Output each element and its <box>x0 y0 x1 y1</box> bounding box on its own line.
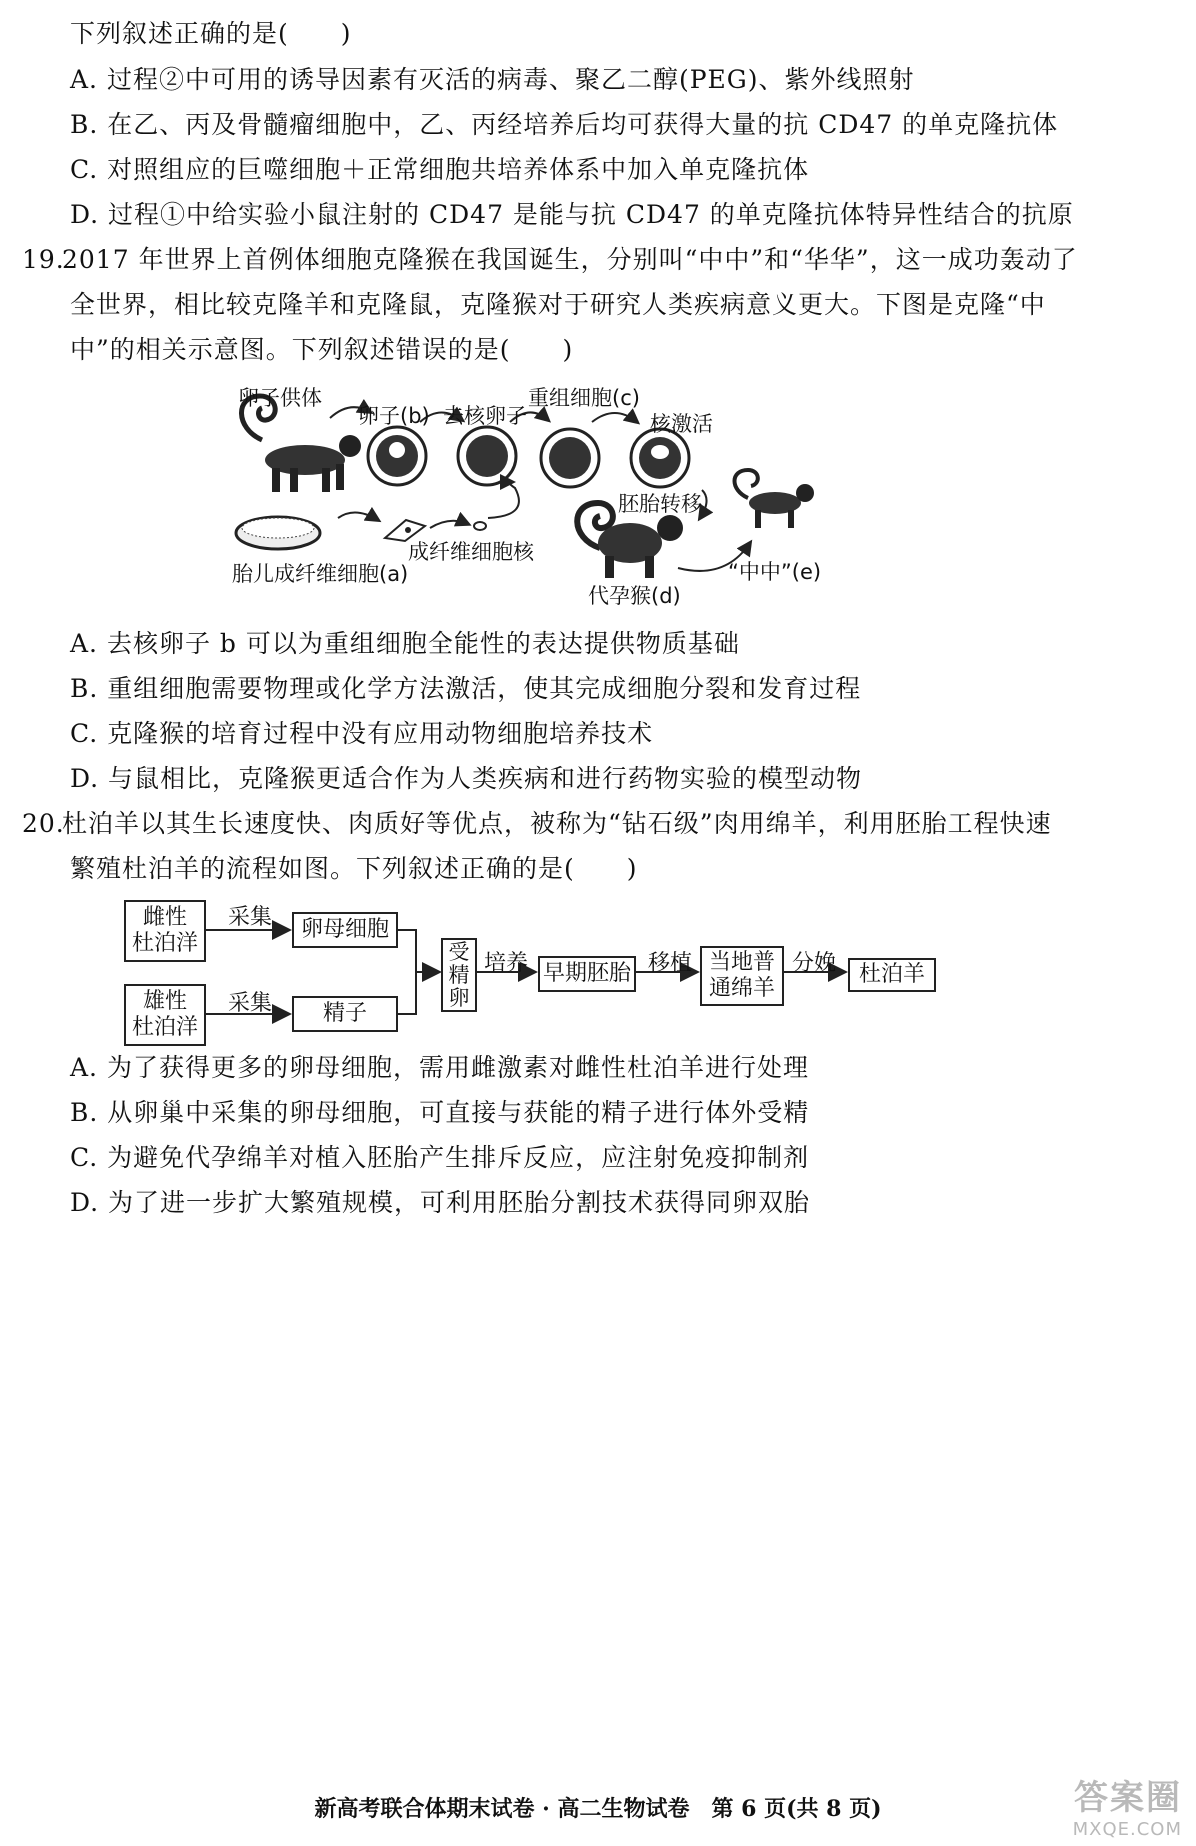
q19-option-c: C. 克隆猴的培育过程中没有应用动物细胞培养技术 <box>70 719 654 748</box>
egg-b-icon <box>368 427 426 485</box>
box-male-line1: 雄性 <box>142 989 187 1014</box>
fibroblast-nucleus-icon <box>474 522 486 530</box>
label-surrogate: 代孕猴(d) <box>588 584 681 608</box>
petri-dish-icon <box>236 517 320 549</box>
box-female-line2: 杜泊洋 <box>131 931 198 956</box>
q19-number: 19. <box>22 245 65 274</box>
q20-option-c: C. 为避免代孕绵羊对植入胚胎产生排斥反应，应注射免疫抑制剂 <box>70 1143 810 1172</box>
box-early-embryo: 早期胚胎 <box>538 956 636 992</box>
watermark-logo-text: 答案圈 <box>1074 1778 1182 1818</box>
label-enucleated-egg: 去核卵子 <box>443 404 527 428</box>
q19-stem-line-1: 2017 年世界上首例体细胞克隆猴在我国诞生，分别叫“中中”和“华华”，这一成功轰动了 <box>62 245 1078 274</box>
box-male-line2: 杜泊洋 <box>131 1015 198 1040</box>
box-female-line1: 雌性 <box>142 905 187 930</box>
box-recipient-line2: 通绵羊 <box>708 976 775 1001</box>
box-recipient-sheep <box>700 946 784 1006</box>
box-recipient-line1: 当地普 <box>708 950 775 975</box>
box-female-dorper <box>124 900 206 962</box>
label-egg-b: 卵子(b) <box>358 404 430 428</box>
q18-stem: 下列叙述正确的是( ) <box>70 19 352 48</box>
label-birth: 分娩 <box>792 951 837 976</box>
label-reconstructed-cell: 重组细胞(c) <box>528 386 640 410</box>
q19-option-d: D. 与鼠相比，克隆猴更适合作为人类疾病和进行药物实验的模型动物 <box>70 764 863 793</box>
box-dorper-result: 杜泊羊 <box>848 958 936 992</box>
box-zygote: 受 精 卵 <box>441 938 477 1012</box>
q19-stem-line-3: 中”的相关示意图。下列叙述错误的是( ) <box>70 335 574 364</box>
label-transplant: 移植 <box>648 951 693 976</box>
box-male-dorper <box>124 984 206 1046</box>
q20-option-b: B. 从卵巢中采集的卵母细胞，可直接与获能的精子进行体外受精 <box>70 1098 810 1127</box>
label-fibroblast-nucleus: 成纤维细胞核 <box>408 540 534 564</box>
q20-stem-line-1: 杜泊羊以其生长速度快、肉质好等优点，被称为“钻石级”肉用绵羊，利用胚胎工程快速 <box>62 809 1052 838</box>
q19-option-b: B. 重组细胞需要物理或化学方法激活，使其完成细胞分裂和发育过程 <box>70 674 862 703</box>
q20-option-a: A. 为了获得更多的卵母细胞，需用雌激素对雌性杜泊羊进行处理 <box>70 1053 809 1082</box>
label-fetal-fibroblast: 胎儿成纤维细胞(a) <box>232 562 409 586</box>
q20-stem-line-2: 繁殖杜泊羊的流程如图。下列叙述正确的是( ) <box>70 854 638 883</box>
enucleated-egg-icon <box>458 427 516 485</box>
label-collect-2: 采集 <box>228 991 273 1016</box>
box-sperm: 精子 <box>292 996 398 1032</box>
q18-option-d: D. 过程①中给实验小鼠注射的 CD47 是能与抗 CD47 的单克隆抗体特异性结合的抗原 <box>70 200 1074 229</box>
clone-monkey-icon <box>735 470 815 528</box>
label-embryo-transfer: 胚胎转移 <box>618 492 702 516</box>
q20-number: 20. <box>22 809 65 838</box>
watermark-url: MXQE.COM <box>1072 1819 1182 1840</box>
q19-stem-line-2: 全世界，相比较克隆羊和克隆鼠，克隆猴对于研究人类疾病意义更大。下图是克隆“中 <box>70 290 1046 319</box>
label-culture: 培养 <box>484 951 529 976</box>
q19-option-a: A. 去核卵子 b 可以为重组细胞全能性的表达提供物质基础 <box>70 629 740 658</box>
page-footer: 新高考联合体期末试卷 · 高二生物试卷 第 6 页(共 8 页) <box>314 1796 882 1822</box>
label-clone: “中中”(e) <box>728 560 822 584</box>
q18-option-c: C. 对照组应的巨噬细胞＋正常细胞共培养体系中加入单克隆抗体 <box>70 155 810 184</box>
q18-option-b: B. 在乙、丙及骨髓瘤细胞中，乙、丙经培养后均可获得大量的抗 CD47 的单克隆抗体 <box>70 110 1059 139</box>
cloning-diagram <box>230 378 830 610</box>
label-activation: 核激活 <box>650 412 713 436</box>
q20-option-d: D. 为了进一步扩大繁殖规模，可利用胚胎分割技术获得同卵双胎 <box>70 1188 811 1217</box>
q18-option-a: A. 过程②中可用的诱导因素有灭活的病毒、聚乙二醇(PEG)、紫外线照射 <box>70 65 915 94</box>
reconstructed-cell-icon <box>541 429 599 487</box>
flow-chart <box>118 896 948 1046</box>
label-collect-1: 采集 <box>228 905 273 930</box>
label-egg-donor: 卵子供体 <box>238 386 322 410</box>
watermark-logo <box>1073 1770 1182 1840</box>
box-oocyte: 卵母细胞 <box>292 912 398 948</box>
